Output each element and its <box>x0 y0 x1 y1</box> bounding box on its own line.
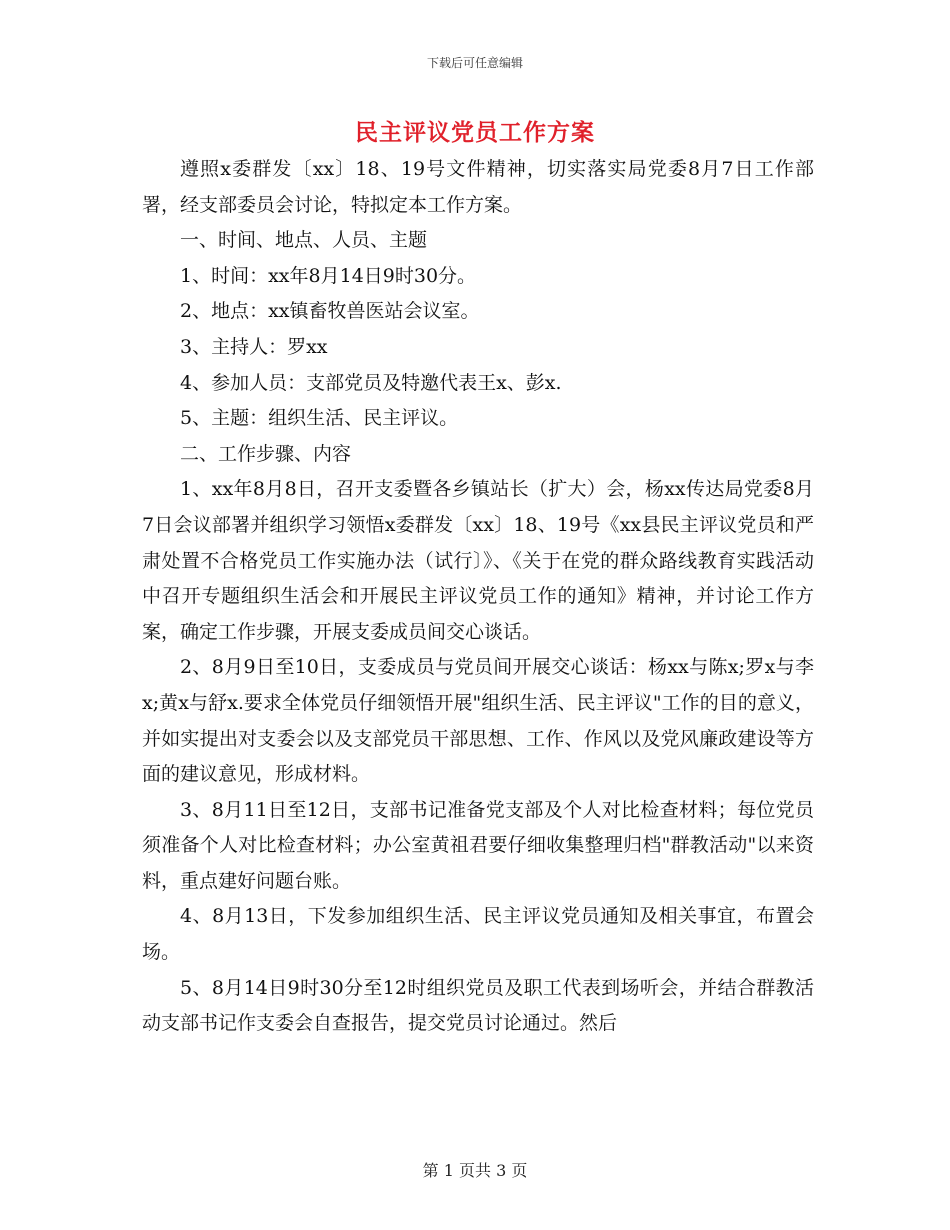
page-footer-number: 第 1 页共 3 页 <box>422 1161 528 1180</box>
step-2-paragraph: 2、8月9日至10日，支委成员与党员间开展交心谈话：杨xx与陈x;罗x与李x;黄x与舒x.要求全体党员仔细领悟开展"组织生活、民主评议"工作的目的意义，并如实提出对支委会以及支部党员干部思想、工作、作风以及党风廉政建设等方面的建议意见，形成材料。 <box>142 656 814 786</box>
list-item-time: 1、时间：xx年8月14日9时30分。 <box>180 264 477 287</box>
document-title: 民主评议党员工作方案 <box>355 119 595 146</box>
list-item-participants: 4、参加人员：支部党员及特邀代表王x、彭x. <box>180 371 562 394</box>
paragraph-intro: 遵照x委群发〔xx〕18、19号文件精神，切实落实局党委8月7日工作部署，经支部委员会讨论，特拟定本工作方案。 <box>142 158 814 216</box>
list-item-host: 3、主持人：罗xx <box>180 335 328 358</box>
section-heading-1: 一、时间、地点、人员、主题 <box>180 229 428 252</box>
page-header-note: 下载后可任意编辑 <box>426 56 523 70</box>
section-heading-2: 二、工作步骤、内容 <box>180 442 352 465</box>
document-body <box>142 152 814 1042</box>
list-item-theme: 5、主题：组织生活、民主评议。 <box>180 407 459 430</box>
step-1-paragraph: 1、xx年8月8日，召开支委暨各乡镇站长（扩大）会，杨xx传达局党委8月7日会议部署并组织学习领悟x委群发〔xx〕18、19号《xx县民主评议党员和严肃处置不合格党员工作实施办法（试行〕》、《关于在党的群众路线教育实践活动中召开专题组织生活会和开展民主评议党员工作的通知》精神，并讨论工作方案，确定工作步骤，开展支委成员间交心谈话。 <box>142 478 814 643</box>
step-3-paragraph: 3、8月11日至12日，支部书记准备党支部及个人对比检查材料；每位党员须准备个人对比检查材料；办公室黄祖君要仔细收集整理归档"群教活动"以来资料，重点建好问题台账。 <box>142 798 814 892</box>
step-4-paragraph: 4、8月13日，下发参加组织生活、民主评议党员通知及相关事宜，布置会场。 <box>142 905 814 964</box>
step-5-paragraph: 5、8月14日9时30分至12时组织党员及职工代表到场听会，并结合群教活动支部书记作支委会自查报告，提交党员讨论通过。然后 <box>142 976 814 1035</box>
list-item-location: 2、地点：xx镇畜牧兽医站会议室。 <box>180 300 480 323</box>
